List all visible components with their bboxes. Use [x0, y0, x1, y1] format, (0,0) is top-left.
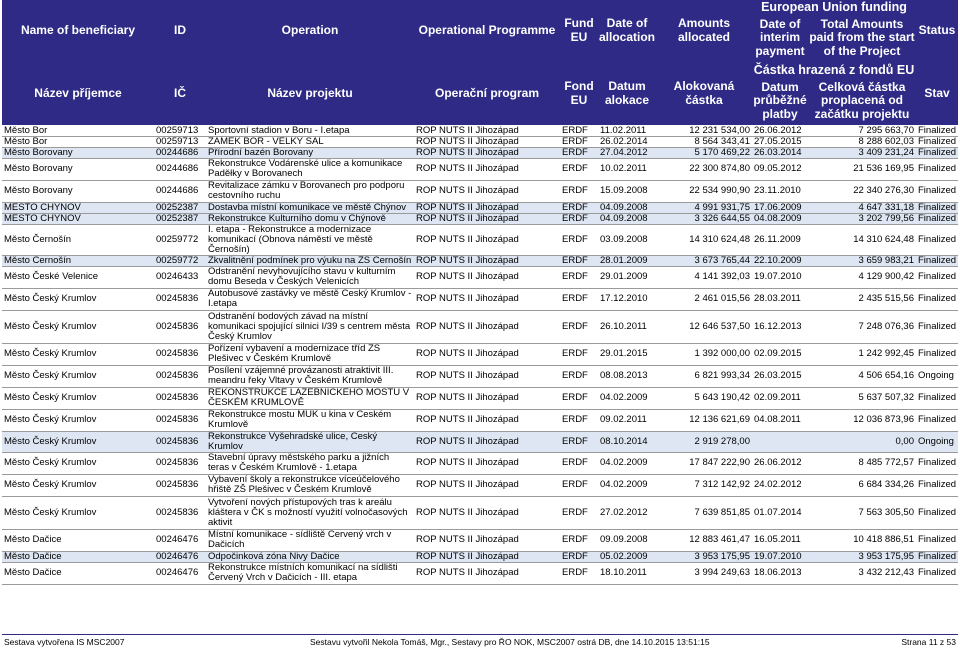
status-cell: Finalized: [916, 288, 958, 310]
project-cell: Přírodní bazén Borovany: [206, 147, 414, 158]
table-row: [2, 266, 958, 288]
project-cell: Pořízení vybavení a modernizace tříd ZŠ Plešivec v Českém Krumlově: [206, 343, 414, 365]
amount-cell: 12 646 537,50: [656, 310, 752, 343]
name-cell: Město Český Krumlov: [2, 343, 154, 365]
table-row: [2, 213, 958, 224]
footer-page-number: Strana 11 z 53: [901, 637, 956, 647]
program-cell: ROP NUTS II Jihozápad: [414, 202, 560, 213]
id-cell: 00246476: [154, 551, 206, 562]
table-row: [2, 310, 958, 343]
fund-cell: ERDF: [560, 180, 598, 202]
program-cell: ROP NUTS II Jihozápad: [414, 310, 560, 343]
fund-cell: ERDF: [560, 496, 598, 529]
id-cell: 00246433: [154, 266, 206, 288]
fund-cell: ERDF: [560, 452, 598, 474]
total-cell: 12 036 873,96: [808, 409, 916, 431]
table-row: [2, 180, 958, 202]
status-cell: Finalized: [916, 529, 958, 551]
total-cell: 2 435 515,56: [808, 288, 916, 310]
fund-cell: ERDF: [560, 158, 598, 180]
table-row: [2, 224, 958, 255]
total-cell: 7 295 663,70: [808, 125, 916, 136]
col-date-allocation-cz: Datum alokace: [598, 62, 656, 125]
name-cell: Město Borovany: [2, 180, 154, 202]
col-amounts-allocated-en: Amounts allocated: [656, 0, 752, 62]
total-cell: 22 340 276,30: [808, 180, 916, 202]
status-cell: Finalized: [916, 452, 958, 474]
fund-cell: ERDF: [560, 551, 598, 562]
status-cell: Ongoing: [916, 365, 958, 387]
project-cell: Revitalizace zámku v Borovanech pro podporu cestovního ruchu: [206, 180, 414, 202]
date-alloc-cell: 08.10.2014: [598, 431, 656, 452]
id-cell: 00252387: [154, 202, 206, 213]
amount-cell: 2 461 015,56: [656, 288, 752, 310]
fund-cell: ERDF: [560, 266, 598, 288]
project-cell: Vybavení školy a rekonstrukce víceúčelového hřiště ZŠ Plešivec v Českém Krumlově: [206, 474, 414, 496]
date-pay-cell: 16.05.2011: [752, 529, 808, 551]
footer-middle: Sestavu vytvořil Nekola Tomáš, Mgr., Sestavy pro ŘO NOK, MSC2007 ostrá DB, dne 14.10.2015 13:51:15: [310, 637, 710, 647]
fund-cell: ERDF: [560, 310, 598, 343]
total-cell: 8 485 772,57: [808, 452, 916, 474]
name-cell: Město Dačice: [2, 562, 154, 584]
amount-cell: 22 534 990,90: [656, 180, 752, 202]
project-cell: ZÁMEK BOR - VELKÝ SÁL: [206, 136, 414, 147]
fund-cell: ERDF: [560, 343, 598, 365]
date-pay-cell: 26.11.2009: [752, 224, 808, 255]
name-cell: Město Český Krumlov: [2, 310, 154, 343]
status-cell: Finalized: [918, 255, 957, 266]
col-beneficiary-cz: Název příjemce: [2, 62, 154, 125]
program-cell: ROP NUTS II Jihozápad: [414, 125, 560, 136]
table-row: [2, 202, 958, 213]
col-status-cz: Stav: [916, 62, 958, 125]
date-pay-cell: 19.07.2010: [752, 266, 808, 288]
program-cell: ROP NUTS II Jihozápad: [414, 474, 560, 496]
name-cell: Město Český Krumlov: [2, 452, 154, 474]
date-alloc-cell: 04.09.2008: [598, 202, 656, 213]
fund-cell: ERDF: [560, 125, 598, 136]
id-cell: 00245836: [154, 431, 206, 452]
page-footer: [2, 634, 958, 647]
col-status-en: Status: [916, 0, 958, 62]
fund-cell: ERDF: [560, 255, 598, 266]
amount-cell: 4 141 392,03: [656, 266, 752, 288]
project-cell: Autobusové zastávky ve městě Český Krumlov - I.etapa: [206, 288, 414, 310]
amount-cell: 12 883 461,47: [656, 529, 752, 551]
id-cell: 00245836: [154, 474, 206, 496]
fund-cell: ERDF: [560, 529, 598, 551]
project-cell: Odstranění bodových závad na místní komunikaci spojující silnici I/39 s centrem města Český Krumlov: [206, 310, 414, 343]
id-cell: 00245836: [154, 452, 206, 474]
project-cell: Stavební úpravy městského parku a jižních teras v Českém Krumlově - 1.etapa: [206, 452, 414, 474]
date-alloc-cell: 04.02.2009: [598, 387, 656, 409]
program-cell: ROP NUTS II Jihozápad: [414, 365, 560, 387]
col-id-cz: IČ: [154, 62, 206, 125]
program-cell: ROP NUTS II Jihozápad: [414, 147, 560, 158]
date-pay-cell: 09.05.2012: [752, 158, 808, 180]
col-beneficiary-en: Name of beneficiary: [2, 0, 154, 62]
name-cell: Město Český Krumlov: [2, 387, 154, 409]
table-row: [2, 562, 958, 584]
status-cell: Finalized: [916, 474, 958, 496]
total-cell: 3 659 983,21: [808, 255, 916, 266]
amount-cell: 3 673 765,44: [656, 255, 752, 266]
id-cell: 00244686: [154, 180, 206, 202]
date-pay-cell: 01.07.2014: [752, 496, 808, 529]
program-cell: ROP NUTS II Jihozápad: [414, 387, 560, 409]
table-row: [2, 474, 958, 496]
id-cell: 00259772: [154, 224, 206, 255]
amount-cell: 4 991 931,75: [656, 202, 752, 213]
status-cell: Finalized: [916, 496, 958, 529]
table-row: [2, 158, 958, 180]
status-cell: Finalized: [918, 136, 957, 147]
program-cell: ROP NUTS II Jihozápad: [414, 136, 560, 147]
total-cell: 3 953 175,95: [808, 551, 916, 562]
col-operation-en: Operation: [206, 0, 414, 62]
project-cell: Rekonstrukce Vodárenské ulice a komunikace Paděłky v Borovanech: [206, 158, 414, 180]
project-cell: Rekonstrukce Kulturního domu v Chýnově: [206, 213, 414, 224]
id-cell: 00244686: [154, 147, 206, 158]
date-alloc-cell: 04.02.2009: [598, 474, 656, 496]
project-cell: Rekonstrukce Vyšehradské ulice, Český Krumlov: [206, 431, 414, 452]
amount-cell: 6 821 993,34: [656, 365, 752, 387]
name-cell: Město Borovany: [2, 147, 154, 158]
fund-cell: ERDF: [560, 474, 598, 496]
date-pay-cell: 23.11.2010: [752, 180, 808, 202]
name-cell: Město Černošín: [2, 255, 154, 266]
program-cell: ROP NUTS II Jihozápad: [414, 452, 560, 474]
date-pay-cell: 22.10.2009: [752, 255, 808, 266]
total-cell: 6 684 334,26: [808, 474, 916, 496]
status-cell: Finalized: [916, 562, 958, 584]
date-alloc-cell: 09.09.2008: [598, 529, 656, 551]
amount-cell: 14 310 624,48: [656, 224, 752, 255]
col-programme-cz: Operační program: [414, 62, 560, 125]
total-cell: 3 432 212,43: [808, 562, 916, 584]
fund-cell: ERDF: [560, 431, 598, 452]
table-row: [2, 551, 958, 562]
name-cell: Město Český Krumlov: [2, 431, 154, 452]
id-cell: 00246476: [154, 562, 206, 584]
date-pay-cell: [752, 431, 808, 452]
status-cell: Finalized: [916, 310, 958, 343]
fund-cell: ERDF: [560, 562, 598, 584]
amount-cell: 5 170 469,22: [656, 147, 752, 158]
program-cell: ROP NUTS II Jihozápad: [414, 496, 560, 529]
project-cell: Odstranění nevyhovujícího stavu v kulturním domu Beseda v Českých Velenicích: [206, 266, 414, 288]
date-alloc-cell: 27.04.2012: [598, 147, 656, 158]
total-cell: 3 409 231,24: [808, 147, 916, 158]
amount-cell: 3 953 175,95: [656, 551, 752, 562]
id-cell: 00244686: [154, 158, 206, 180]
name-cell: Město Borovany: [2, 158, 154, 180]
status-cell: Finalized: [918, 551, 957, 562]
status-cell: Ongoing: [916, 431, 958, 452]
date-pay-cell: 27.05.2015: [752, 136, 808, 147]
col-fund-cz: Fond EU: [560, 62, 598, 125]
status-cell: Finalized: [916, 387, 958, 409]
col-date-interim-en: Date of interim payment: [752, 14, 808, 62]
fund-cell: ERDF: [560, 224, 598, 255]
status-cell: Finalized: [916, 266, 958, 288]
date-alloc-cell: 28.01.2009: [598, 255, 656, 266]
fund-cell: ERDF: [560, 409, 598, 431]
col-programme-en: Operational Programme: [414, 0, 560, 62]
amount-cell: 8 564 343,41: [656, 136, 752, 147]
date-pay-cell: 02.09.2011: [752, 387, 808, 409]
date-alloc-cell: 04.02.2009: [598, 452, 656, 474]
program-cell: ROP NUTS II Jihozápad: [414, 255, 560, 266]
date-pay-cell: 24.02.2012: [752, 474, 808, 496]
amount-cell: 5 643 190,42: [656, 387, 752, 409]
col-amounts-allocated-cz: Alokovaná částka: [656, 62, 752, 125]
program-cell: ROP NUTS II Jihozápad: [414, 213, 560, 224]
program-cell: ROP NUTS II Jihozápad: [414, 529, 560, 551]
footer-left: Sestava vytvořena IS MSC2007: [4, 637, 125, 647]
program-cell: ROP NUTS II Jihozápad: [414, 431, 560, 452]
date-alloc-cell: 27.02.2012: [598, 496, 656, 529]
total-cell: 14 310 624,48: [808, 224, 916, 255]
name-cell: Město Bor: [2, 125, 154, 136]
data-table: [2, 125, 958, 584]
total-cell: 4 506 654,16: [808, 365, 916, 387]
table-row: [2, 452, 958, 474]
id-cell: 00245836: [154, 365, 206, 387]
date-pay-cell: 16.12.2013: [752, 310, 808, 343]
col-fund-en: Fund EU: [560, 0, 598, 62]
id-cell: 00245836: [154, 343, 206, 365]
table-row: [2, 431, 958, 452]
header-table: [2, 0, 958, 125]
table-row: [2, 387, 958, 409]
amount-cell: 3 994 249,63: [656, 562, 752, 584]
program-cell: ROP NUTS II Jihozápad: [414, 409, 560, 431]
date-alloc-cell: 15.09.2008: [598, 180, 656, 202]
amount-cell: 3 326 644,55: [656, 213, 752, 224]
status-cell: Finalized: [918, 202, 957, 213]
name-cell: Město Dačice: [2, 529, 154, 551]
date-pay-cell: 26.06.2012: [752, 452, 808, 474]
table-row: [2, 343, 958, 365]
status-cell: Finalized: [918, 147, 957, 158]
date-alloc-cell: 18.10.2011: [598, 562, 656, 584]
col-operation-cz: Název projektu: [206, 62, 414, 125]
table-row: [2, 288, 958, 310]
date-alloc-cell: 29.01.2009: [598, 266, 656, 288]
date-pay-cell: 18.06.2013: [752, 562, 808, 584]
project-cell: Místní komunikace - sídliště Červený vrch v Dačicích: [206, 529, 414, 551]
id-cell: 00245836: [154, 288, 206, 310]
id-cell: 00245836: [154, 387, 206, 409]
total-cell: 4 647 331,18: [808, 202, 916, 213]
amount-cell: 12 136 621,69: [656, 409, 752, 431]
date-pay-cell: 04.08.2011: [752, 409, 808, 431]
date-alloc-cell: 08.08.2013: [598, 365, 656, 387]
date-pay-cell: 17.06.2009: [752, 202, 808, 213]
date-alloc-cell: 10.02.2011: [598, 158, 656, 180]
date-alloc-cell: 09.02.2011: [598, 409, 656, 431]
fund-cell: ERDF: [560, 365, 598, 387]
id-cell: 00245836: [154, 496, 206, 529]
total-cell: 10 418 886,51: [808, 529, 916, 551]
table-row: [2, 409, 958, 431]
project-cell: Dostavba místní komunikace ve městě Chýnov: [206, 202, 414, 213]
table-row: [2, 147, 958, 158]
status-cell: Finalized: [916, 343, 958, 365]
status-cell: Finalized: [918, 213, 957, 224]
id-cell: 00252387: [154, 213, 206, 224]
id-cell: 00245836: [154, 310, 206, 343]
table-row: [2, 365, 958, 387]
program-cell: ROP NUTS II Jihozápad: [414, 288, 560, 310]
status-cell: Finalized: [916, 409, 958, 431]
table-row: [2, 125, 958, 136]
amount-cell: 7 312 142,92: [656, 474, 752, 496]
date-pay-cell: 26.03.2014: [752, 147, 808, 158]
fund-cell: ERDF: [560, 147, 598, 158]
program-cell: ROP NUTS II Jihozápad: [414, 224, 560, 255]
date-pay-cell: 04.08.2009: [752, 213, 808, 224]
program-cell: ROP NUTS II Jihozápad: [414, 180, 560, 202]
date-alloc-cell: 26.02.2014: [598, 136, 656, 147]
amount-cell: 7 639 851,85: [656, 496, 752, 529]
fund-cell: ERDF: [560, 213, 598, 224]
name-cell: Město Bor: [2, 136, 154, 147]
id-cell: 00259713: [154, 125, 206, 136]
date-pay-cell: 19.07.2010: [752, 551, 808, 562]
table-row: [2, 136, 958, 147]
project-cell: Odpočinková zóna Nivy Dačice: [206, 551, 414, 562]
col-total-amounts-en: Total Amounts paid from the start of the Project: [808, 14, 916, 62]
status-cell: Finalized: [916, 224, 958, 255]
amount-cell: 17 847 222,90: [656, 452, 752, 474]
date-pay-cell: 26.03.2015: [752, 365, 808, 387]
name-cell: MĚSTO CHÝNOV: [2, 213, 154, 224]
col-id-en: ID: [154, 0, 206, 62]
total-cell: 0,00: [808, 431, 916, 452]
date-pay-cell: 28.03.2011: [752, 288, 808, 310]
amount-cell: 12 231 534,00: [656, 125, 752, 136]
fund-cell: ERDF: [560, 136, 598, 147]
date-pay-cell: 26.06.2012: [752, 125, 808, 136]
project-cell: Posílení vzájemné provázanosti atraktivit III. meandru řeky Vltavy v Českém Krumlově: [206, 365, 414, 387]
id-cell: 00259713: [154, 136, 206, 147]
id-cell: 00246476: [154, 529, 206, 551]
fund-cell: ERDF: [560, 202, 598, 213]
total-cell: 4 129 900,42: [808, 266, 916, 288]
program-cell: ROP NUTS II Jihozápad: [414, 158, 560, 180]
date-alloc-cell: 05.02.2009: [598, 551, 656, 562]
eu-funding-title-cz: Částka hrazená z fondů EU: [753, 62, 915, 77]
fund-cell: ERDF: [560, 387, 598, 409]
program-cell: ROP NUTS II Jihozápad: [414, 551, 560, 562]
col-date-interim-cz: Datum průběžné platby: [752, 77, 808, 125]
program-cell: ROP NUTS II Jihozápad: [414, 562, 560, 584]
project-cell: I. etapa - Rekonstrukce a modernizace komunikací (Obnova náměstí ve městě Černošín): [206, 224, 414, 255]
total-cell: 7 248 076,36: [808, 310, 916, 343]
name-cell: Město České Velenice: [2, 266, 154, 288]
amount-cell: 1 392 000,00: [656, 343, 752, 365]
table-row: [2, 529, 958, 551]
table-row: [2, 255, 958, 266]
program-cell: ROP NUTS II Jihozápad: [414, 266, 560, 288]
program-cell: ROP NUTS II Jihozápad: [414, 343, 560, 365]
name-cell: Město Český Krumlov: [2, 365, 154, 387]
date-alloc-cell: 04.09.2008: [598, 213, 656, 224]
name-cell: Město Český Krumlov: [2, 474, 154, 496]
date-pay-cell: 02.09.2015: [752, 343, 808, 365]
project-cell: Sportovní stadion v Boru - I.etapa: [206, 125, 414, 136]
date-alloc-cell: 03.09.2008: [598, 224, 656, 255]
total-cell: 3 202 799,56: [808, 213, 916, 224]
status-cell: Finalized: [916, 180, 958, 202]
project-cell: REKONSTRUKCE LAZEBNICKÉHO MOSTU V ČESKÉM KRUMLOVĚ: [206, 387, 414, 409]
id-cell: 00259772: [154, 255, 206, 266]
eu-funding-title-en: European Union funding: [752, 0, 916, 14]
name-cell: Město Český Krumlov: [2, 496, 154, 529]
status-cell: Finalized: [916, 158, 958, 180]
id-cell: 00245836: [154, 409, 206, 431]
name-cell: Město Český Krumlov: [2, 409, 154, 431]
table-row: [2, 496, 958, 529]
project-cell: Rekonstrukce místních komunikací na sídlišti Červený Vrch v Dačicích - III. etapa: [206, 562, 414, 584]
col-date-allocation-en: Date of allocation: [598, 0, 656, 62]
name-cell: Město Dačice: [2, 551, 154, 562]
project-cell: Zkvalitnění podmínek pro výuku na ZŠ Černošín: [206, 255, 414, 266]
date-alloc-cell: 17.12.2010: [598, 288, 656, 310]
fund-cell: ERDF: [560, 288, 598, 310]
status-cell: Finalized: [918, 125, 957, 136]
amount-cell: 22 300 874,80: [656, 158, 752, 180]
amount-cell: 2 919 278,00: [656, 431, 752, 452]
date-alloc-cell: 11.02.2011: [598, 125, 656, 136]
total-cell: 8 288 602,03: [808, 136, 916, 147]
total-cell: 5 637 507,32: [808, 387, 916, 409]
total-cell: 1 242 992,45: [808, 343, 916, 365]
col-total-amounts-cz: Celková částka proplacená od začátku projektu: [808, 77, 916, 125]
name-cell: Město Český Krumlov: [2, 288, 154, 310]
total-cell: 21 536 169,95: [808, 158, 916, 180]
project-cell: Rekonstrukce mostu MÚK u kina v Českém Krumlově: [206, 409, 414, 431]
name-cell: MĚSTO CHÝNOV: [2, 202, 154, 213]
total-cell: 7 563 305,50: [808, 496, 916, 529]
date-alloc-cell: 29.01.2015: [598, 343, 656, 365]
date-alloc-cell: 26.10.2011: [598, 310, 656, 343]
project-cell: Vytvoření nových přístupových tras k areálu kláštera v ČK s možností využití volnočasových aktivit: [206, 496, 414, 529]
name-cell: Město Černošín: [2, 224, 154, 255]
